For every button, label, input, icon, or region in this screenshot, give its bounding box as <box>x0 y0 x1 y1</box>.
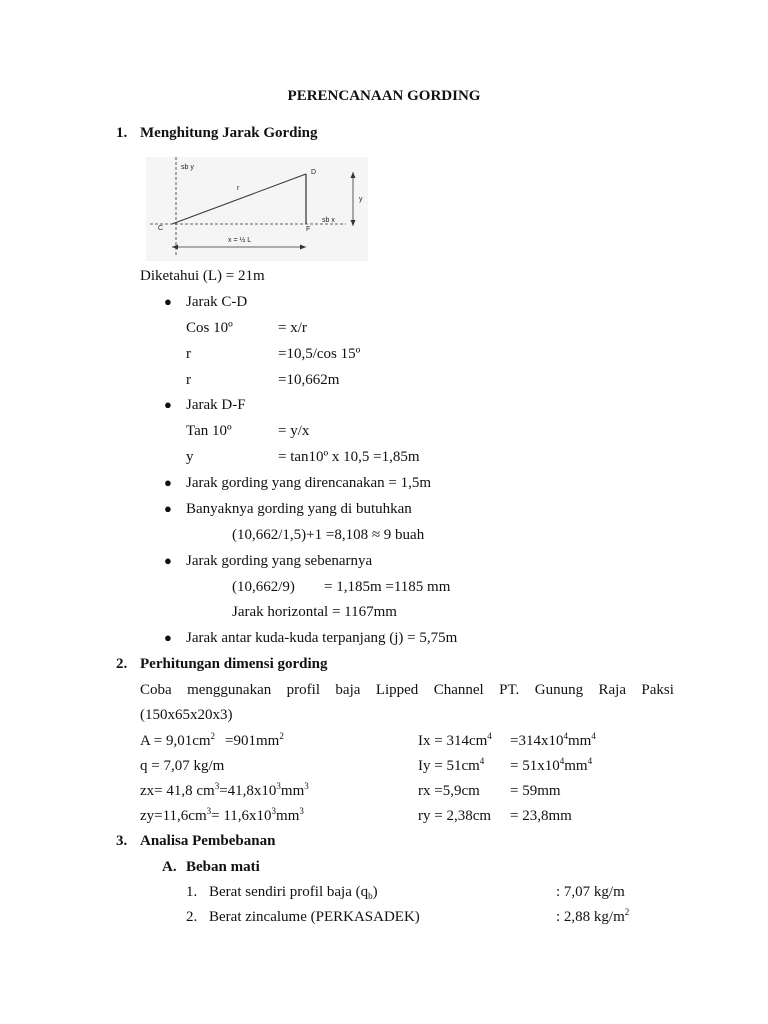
list-number: 1. <box>186 884 198 900</box>
label-sb-y: sb y <box>181 164 194 171</box>
bullet-icon: ● <box>164 294 172 309</box>
section-number: 2. <box>116 656 128 672</box>
word: baja <box>335 682 361 698</box>
label-x-half-l: x = ½ L <box>228 237 252 244</box>
formula-value: = tan10º x 10,5 =1,85m <box>278 449 420 465</box>
formula-label: Tan 10º <box>186 423 232 439</box>
load-item-value: : 2,88 $kg/m^2$ <box>556 907 630 925</box>
formula-value: = y/x <box>278 423 310 439</box>
formula-label: r <box>186 372 191 388</box>
rafter-line <box>172 174 306 224</box>
formula-value: = 1,185m =1185 mm <box>324 579 451 595</box>
paragraph-intro <box>140 680 674 700</box>
property-iy-a: $Iy = 51cm^4$ <box>418 756 485 774</box>
formula-value: =10,5/cos 15º <box>278 346 361 362</box>
formula-line: Jarak horizontal = 1167mm <box>232 604 397 620</box>
word: Raja <box>598 682 626 698</box>
formula-label: (10,662/9) <box>232 579 295 595</box>
property-zx: zx= 41,8 $cm^3=41,8x10^3mm^3$ <box>140 781 309 799</box>
bullet-jarak-kuda-kuda: Jarak antar kuda-kuda terpanjang (j) = 5,75m <box>186 630 458 646</box>
formula-line: (10,662/1,5)+1 =8,108 ≈ 9 buah <box>232 527 425 543</box>
bullet-jarak-df: Jarak D-F <box>186 397 246 413</box>
roof-geometry-diagram <box>146 157 368 261</box>
formula-label: r <box>186 346 191 362</box>
arrow-left-icon <box>172 245 178 250</box>
load-item-label: Berat sendiri profil baja $(q_b)$ <box>209 884 378 901</box>
property-ry-b: = 23,8mm <box>510 808 572 824</box>
property-area: $A = 9,01cm^2 =901mm^2$ <box>140 731 284 749</box>
label-r: r <box>237 185 240 192</box>
formula-value: = x/r <box>278 320 307 336</box>
diketahui-line: Diketahui (L) = 21m <box>140 268 265 284</box>
property-zy: $zy=11,6cm^3= 11,6x10^3mm^3$ <box>140 806 304 824</box>
arrow-right-icon <box>300 245 306 250</box>
bullet-banyaknya-gording: Banyaknya gording yang di butuhkan <box>186 501 412 517</box>
property-ix-b: $=314x10^4mm^4$ <box>510 731 596 749</box>
section-heading: Perhitungan dimensi gording <box>140 656 328 672</box>
bullet-jarak-sebenarnya: Jarak gording yang sebenarnya <box>186 553 373 569</box>
bullet-icon: ● <box>164 630 172 645</box>
arrow-up-icon <box>351 172 356 178</box>
subsection-letter: A. <box>162 859 177 875</box>
word: PT. <box>499 682 520 698</box>
subsection-heading: Beban mati <box>186 859 260 875</box>
bullet-icon: ● <box>164 397 172 412</box>
section-heading: Analisa Pembebanan <box>140 833 276 849</box>
label-y: y <box>359 196 363 203</box>
property-ix-a: $Ix = 314cm^4$ <box>418 731 492 749</box>
load-item-label: Berat zincalume (PERKASADEK) <box>209 909 420 925</box>
page-title: PERENCANAAN GORDING <box>287 88 481 104</box>
word: Coba <box>140 682 172 698</box>
word: Paksi <box>641 682 674 698</box>
diagram-svg <box>146 157 368 261</box>
property-rx-b: = 59mm <box>510 783 561 799</box>
formula-label: y <box>186 449 194 465</box>
list-number: 2. <box>186 909 198 925</box>
section-heading: Menghitung Jarak Gording <box>140 125 318 141</box>
bullet-jarak-cd: Jarak C-D <box>186 294 248 310</box>
label-c: C <box>158 225 164 232</box>
property-rx-a: rx =5,9cm <box>418 783 480 799</box>
label-sb-x: sb x <box>322 217 335 224</box>
bullet-icon: ● <box>164 553 172 568</box>
arrow-down-icon <box>351 220 356 226</box>
label-f: F <box>306 226 311 233</box>
word: profil <box>286 682 320 698</box>
property-iy-b: = $51x10^4mm^4$ <box>510 756 593 774</box>
section-number: 1. <box>116 125 128 141</box>
formula-label: Cos 10º <box>186 320 233 336</box>
label-d: D <box>311 169 317 176</box>
section-number: 3. <box>116 833 128 849</box>
load-item-value: : 7,07 kg/m <box>556 884 625 900</box>
word: Lipped <box>375 682 419 698</box>
property-ry-a: ry = 2,38cm <box>418 808 492 824</box>
formula-value: =10,662m <box>278 372 340 388</box>
word: Channel <box>433 682 484 698</box>
profile-dimensions: (150x65x20x3) <box>140 707 233 723</box>
property-q: q = 7,07 kg/m <box>140 758 225 774</box>
bullet-jarak-direncanakan: Jarak gording yang direncanakan = 1,5m <box>186 475 432 491</box>
bullet-icon: ● <box>164 475 172 490</box>
word: Gunung <box>534 682 584 698</box>
word: menggunakan <box>187 682 272 698</box>
bullet-icon: ● <box>164 501 172 516</box>
